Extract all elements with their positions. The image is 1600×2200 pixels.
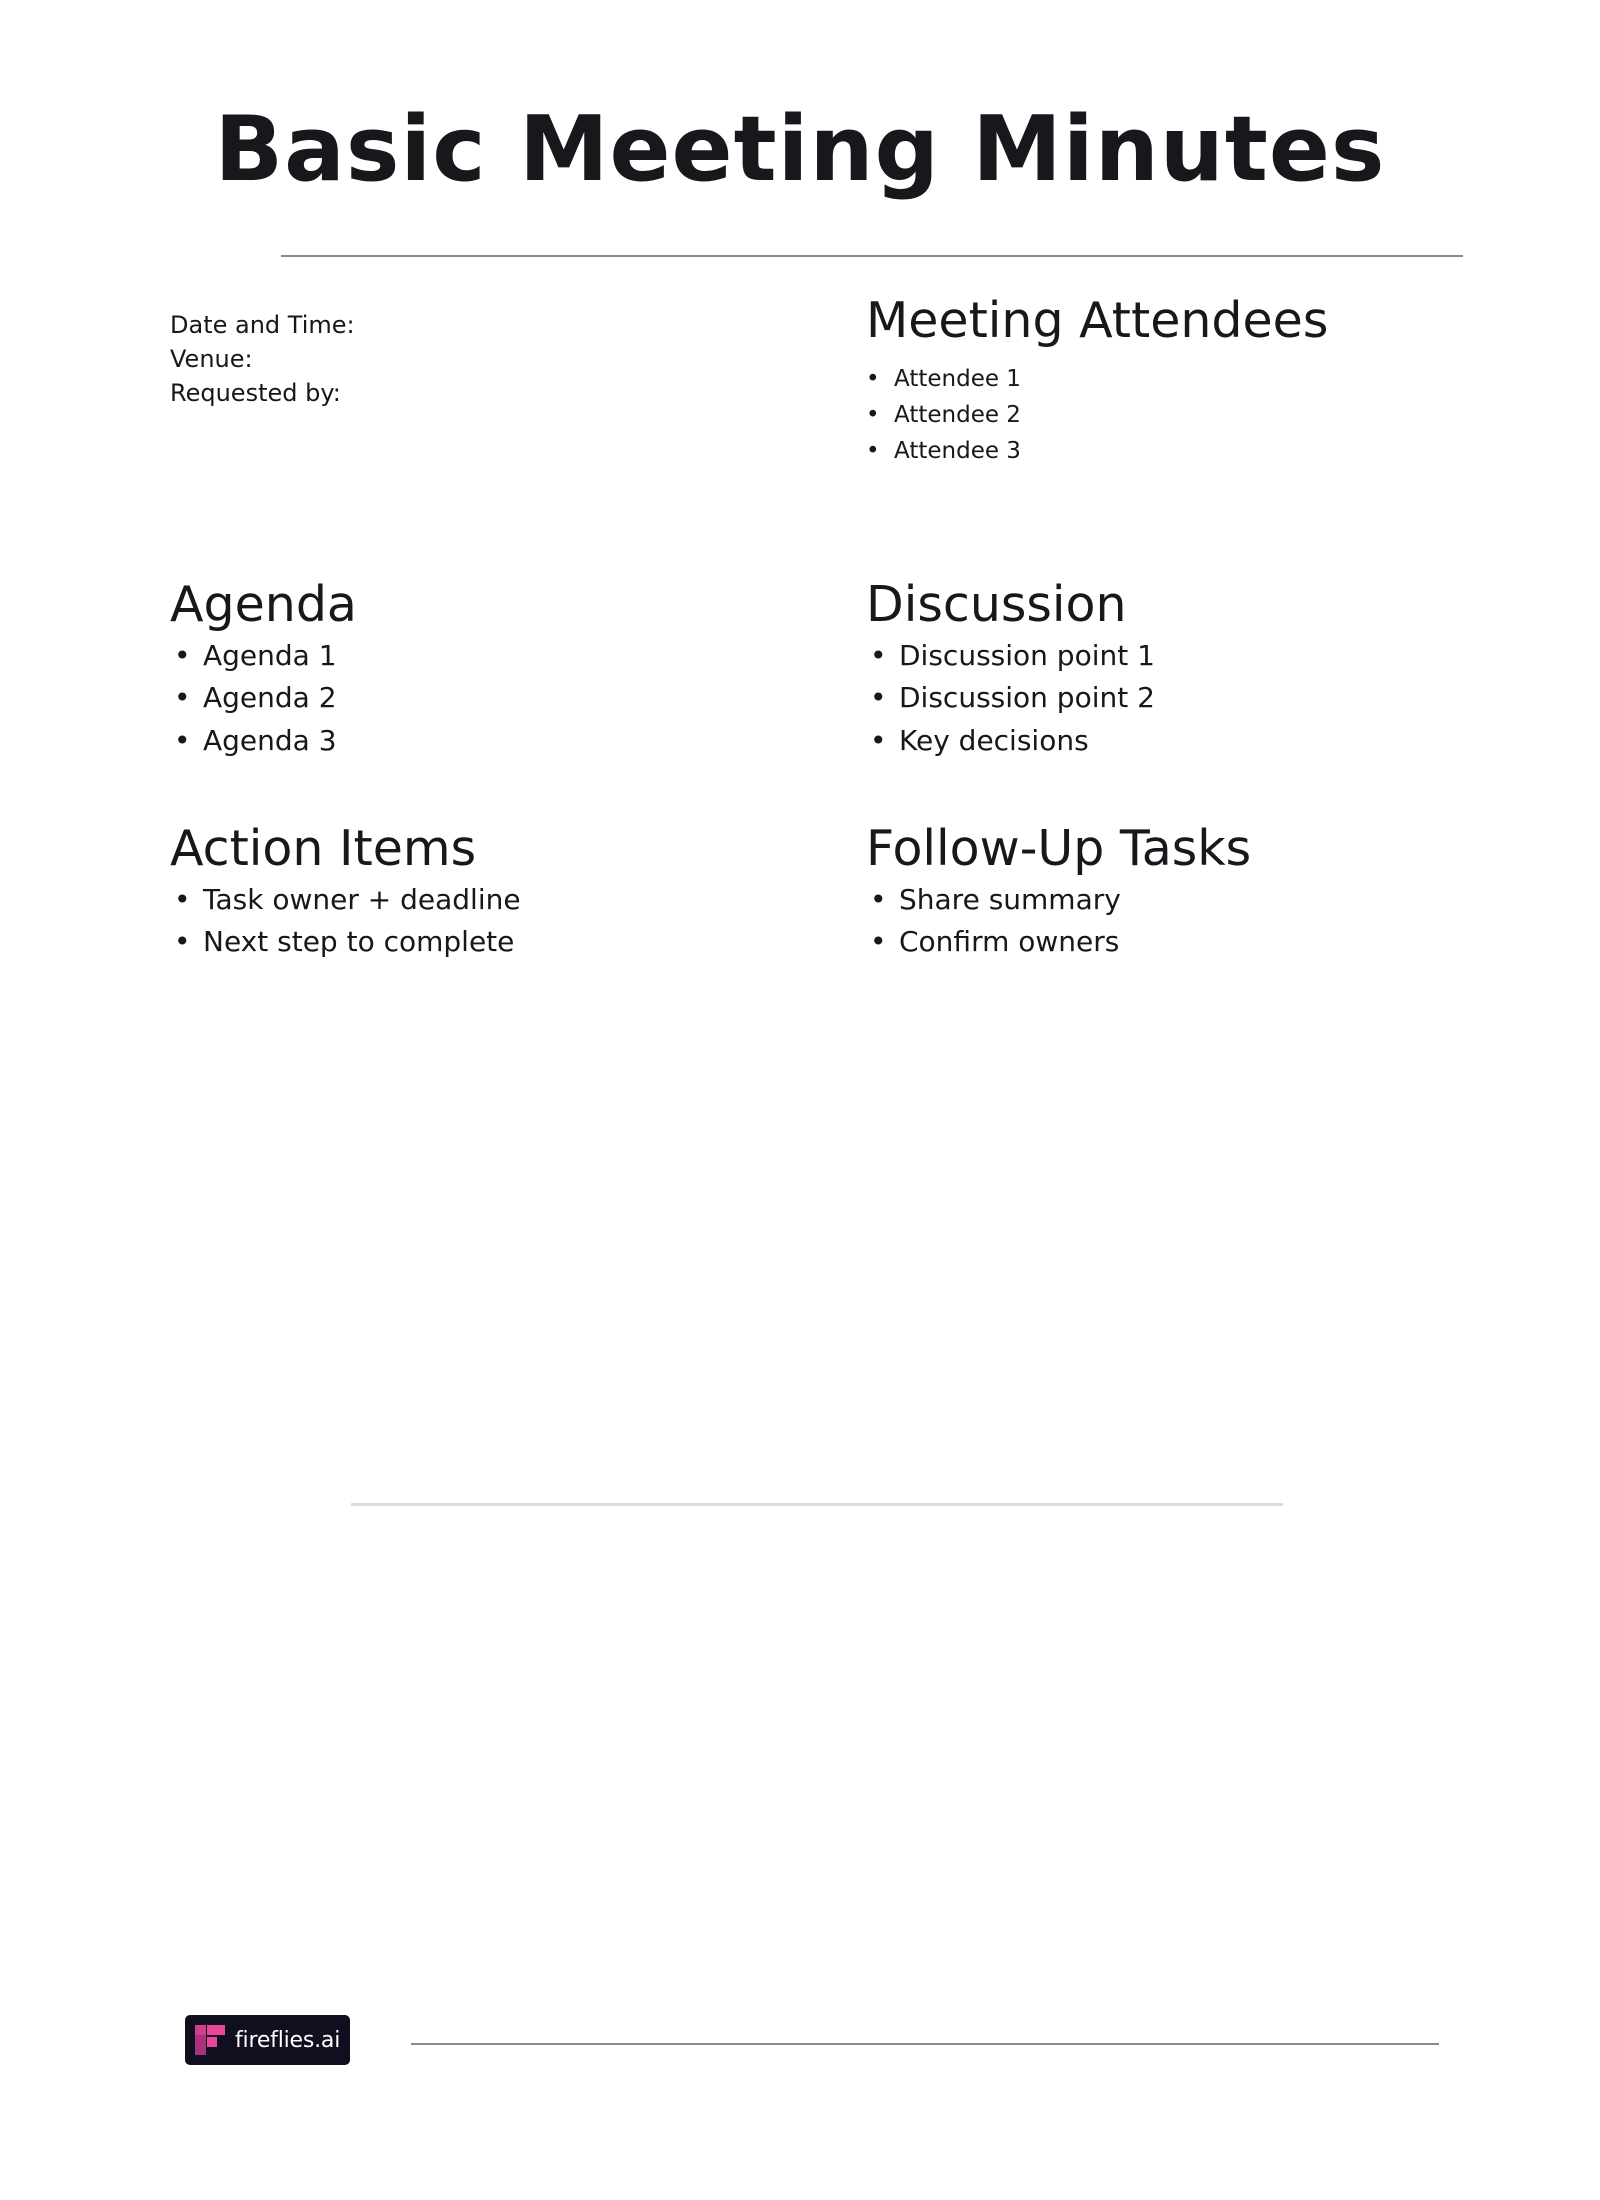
- list-item: • Attendee 1: [866, 361, 1328, 397]
- discussion-heading: Discussion: [866, 576, 1127, 633]
- footer-divider: [411, 2043, 1439, 2045]
- agenda-section: [170, 576, 357, 762]
- action-items-section: [170, 820, 521, 964]
- section-divider: [351, 1503, 1283, 1506]
- attendees-heading: Meeting Attendees: [866, 292, 1329, 349]
- list-item: • Discussion point 1: [866, 635, 1155, 678]
- attendees-section: [866, 292, 1328, 469]
- agenda-heading: Agenda: [170, 576, 357, 633]
- discussion-list: [866, 635, 1155, 763]
- list-item: • Agenda 1: [170, 635, 357, 678]
- discussion-section: [866, 576, 1155, 762]
- list-item: • Confirm owners: [866, 921, 1251, 964]
- action-items-heading: Action Items: [170, 820, 477, 877]
- agenda-list: [170, 635, 357, 763]
- list-item: • Task owner + deadline: [170, 879, 521, 922]
- title-divider: [281, 255, 1463, 257]
- list-item: • Discussion point 2: [866, 677, 1155, 720]
- list-item: • Attendee 2: [866, 397, 1328, 433]
- requested-by-label: Requested by:: [170, 379, 341, 407]
- follow-up-list: [866, 879, 1251, 964]
- list-item: • Key decisions: [866, 720, 1155, 763]
- page-title: Basic Meeting Minutes: [214, 97, 1386, 202]
- action-items-list: [170, 879, 521, 964]
- list-item: • Attendee 3: [866, 433, 1328, 469]
- list-item: • Next step to complete: [170, 921, 521, 964]
- date-time-label: Date and Time:: [170, 311, 355, 339]
- meeting-details: [170, 308, 355, 410]
- list-item: • Agenda 3: [170, 720, 357, 763]
- list-item: • Share summary: [866, 879, 1251, 922]
- logo-text: fireflies.ai: [235, 2027, 341, 2053]
- list-item: • Agenda 2: [170, 677, 357, 720]
- attendees-list: [866, 361, 1328, 469]
- venue-label: Venue:: [170, 345, 253, 373]
- fireflies-logo-icon: [195, 2025, 225, 2055]
- follow-up-heading: Follow-Up Tasks: [866, 820, 1252, 877]
- fireflies-logo: [185, 2015, 350, 2065]
- follow-up-section: [866, 820, 1251, 964]
